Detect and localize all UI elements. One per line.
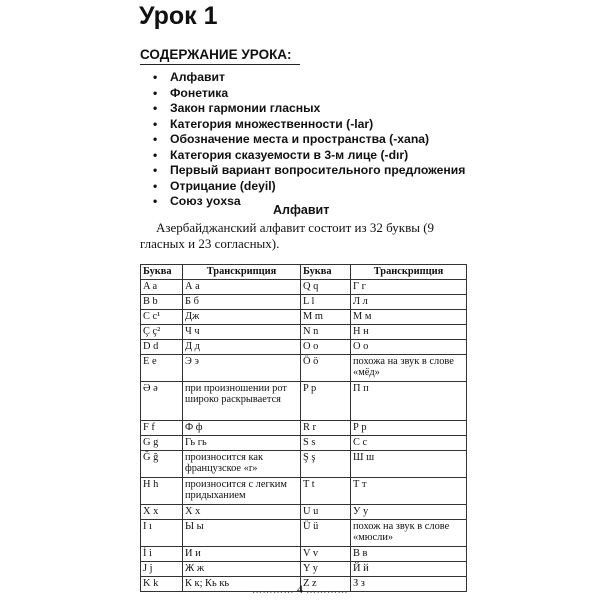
transcription-cell: похожа на звук в слове «мёд» — [351, 354, 467, 381]
table-row — [141, 309, 467, 324]
topic-label: Первый вариант вопросительного предложения — [170, 163, 466, 177]
letter-cell: B b — [141, 294, 183, 309]
letter-cell: T t — [301, 477, 351, 504]
table-row — [141, 279, 467, 294]
table-header-row — [141, 265, 467, 280]
letter-cell: L l — [301, 294, 351, 309]
transcription-cell: Т т — [351, 477, 467, 504]
table-row — [141, 477, 467, 504]
topic-label: Обозначение места и пространства (-xana) — [170, 132, 430, 146]
table-row — [141, 420, 467, 435]
transcription-cell: Н н — [351, 324, 467, 339]
transcription-cell: И и — [183, 546, 301, 561]
letter-cell: J j — [141, 561, 183, 576]
table-row — [141, 546, 467, 561]
header-transcription: Транскрипция — [183, 265, 301, 280]
topic-item — [153, 132, 465, 148]
transcription-cell: произносится как французское «r» — [183, 450, 301, 477]
letter-cell: D d — [141, 339, 183, 354]
table-row — [141, 354, 467, 381]
transcription-cell: Г г — [351, 279, 467, 294]
table-row — [141, 504, 467, 519]
table-row — [141, 519, 467, 546]
letter-cell: X x — [141, 504, 183, 519]
topic-item — [153, 101, 465, 117]
topic-item — [153, 163, 465, 179]
transcription-cell: В в — [351, 546, 467, 561]
transcription-cell: Й й — [351, 561, 467, 576]
topic-label: Фонетика — [170, 85, 229, 100]
footer-dots-right: ………… — [306, 585, 348, 596]
bullet-icon: • — [153, 132, 158, 146]
table-row — [141, 339, 467, 354]
transcription-cell: К к; Кь кь — [183, 576, 301, 591]
header-letter: Буква — [301, 265, 351, 280]
topic-item — [153, 179, 465, 195]
transcription-cell: при произношении рот широко раскрывается — [183, 381, 301, 420]
letter-cell: R r — [301, 420, 351, 435]
letter-cell: Y y — [301, 561, 351, 576]
topic-label: Союз yoxsa — [170, 194, 241, 208]
transcription-cell: О о — [351, 339, 467, 354]
letter-cell: A a — [141, 279, 183, 294]
table-row — [141, 294, 467, 309]
transcription-cell: произносится с легким придыханием — [183, 477, 301, 504]
bullet-icon: • — [153, 116, 158, 131]
table-row — [141, 381, 467, 420]
table-row — [141, 324, 467, 339]
topic-label: Категория множественности (-lar) — [170, 116, 374, 131]
letter-cell: S s — [301, 435, 351, 450]
bullet-icon: • — [153, 178, 158, 193]
transcription-cell: Л л — [351, 294, 467, 309]
transcription-cell: Ф ф — [183, 420, 301, 435]
bullet-icon: • — [153, 101, 158, 115]
page-footer — [200, 582, 400, 598]
bullet-icon: • — [153, 163, 158, 177]
letter-cell: Ö ö — [301, 354, 351, 381]
letter-cell: İ i — [141, 546, 183, 561]
lesson-title: Урок 1 — [139, 2, 218, 30]
page-number: 4 — [297, 582, 303, 596]
transcription-cell: Б б — [183, 294, 301, 309]
letter-cell: U u — [301, 504, 351, 519]
bullet-icon: • — [153, 85, 158, 100]
letter-cell: Ç ç² — [141, 324, 183, 339]
transcription-cell: А а — [183, 279, 301, 294]
letter-cell: N n — [301, 324, 351, 339]
contents-heading: СОДЕРЖАНИЕ УРОКА: — [140, 47, 300, 65]
topic-label: Закон гармонии гласных — [170, 101, 321, 115]
letter-cell: G g — [141, 435, 183, 450]
letter-cell: M m — [301, 309, 351, 324]
letter-cell: Z z — [301, 576, 351, 591]
transcription-cell: У у — [351, 504, 467, 519]
letter-cell: E e — [141, 354, 183, 381]
transcription-cell: Гь гь — [183, 435, 301, 450]
letter-cell: Q q — [301, 279, 351, 294]
letter-cell: Ş ş — [301, 450, 351, 477]
topic-item — [153, 148, 465, 164]
section-heading-alphabet: Алфавит — [273, 203, 330, 217]
letter-cell: K k — [141, 576, 183, 591]
letter-cell: C c¹ — [141, 309, 183, 324]
transcription-cell: М м — [351, 309, 467, 324]
header-transcription: Транскрипция — [351, 265, 467, 280]
topic-label: Отрицание (deyil) — [170, 178, 276, 193]
topic-item — [153, 86, 465, 102]
bullet-icon: • — [153, 194, 158, 208]
footer-dots-left: ………… — [252, 585, 294, 596]
transcription-cell: похож на звук в слове «мюсли» — [351, 519, 467, 546]
bullet-icon: • — [153, 70, 158, 84]
topic-list — [153, 70, 465, 210]
transcription-cell: Э э — [183, 354, 301, 381]
bullet-icon: • — [153, 147, 158, 162]
letter-cell: H h — [141, 477, 183, 504]
table-row — [141, 561, 467, 576]
topic-label: Алфавит — [170, 70, 225, 84]
transcription-cell: Ш ш — [351, 450, 467, 477]
table-row — [141, 435, 467, 450]
transcription-cell: Дж — [183, 309, 301, 324]
transcription-cell: П п — [351, 381, 467, 420]
letter-cell: Ə ə — [141, 381, 183, 420]
transcription-cell: З з — [351, 576, 467, 591]
letter-cell: V v — [301, 546, 351, 561]
transcription-cell: Р р — [351, 420, 467, 435]
transcription-cell: Д д — [183, 339, 301, 354]
intro-paragraph: Азербайджанский алфавит состоит из 32 буквы (9 гласных и 23 согласных). — [140, 220, 435, 251]
letter-cell: F f — [141, 420, 183, 435]
letter-cell: P p — [301, 381, 351, 420]
topic-item — [153, 117, 465, 133]
alphabet-table — [140, 264, 467, 592]
transcription-cell: С с — [351, 435, 467, 450]
letter-cell: O o — [301, 339, 351, 354]
letter-cell: Ğ ğ — [141, 450, 183, 477]
transcription-cell: Ы ы — [183, 519, 301, 546]
topic-label: Категория сказуемости в 3-м лице (-dır) — [170, 147, 409, 162]
transcription-cell: Ч ч — [183, 324, 301, 339]
transcription-cell: Х х — [183, 504, 301, 519]
header-letter: Буква — [141, 265, 183, 280]
table-row — [141, 450, 467, 477]
transcription-cell: Ж ж — [183, 561, 301, 576]
letter-cell: I ı — [141, 519, 183, 546]
topic-item — [153, 70, 465, 86]
letter-cell: Ü ü — [301, 519, 351, 546]
